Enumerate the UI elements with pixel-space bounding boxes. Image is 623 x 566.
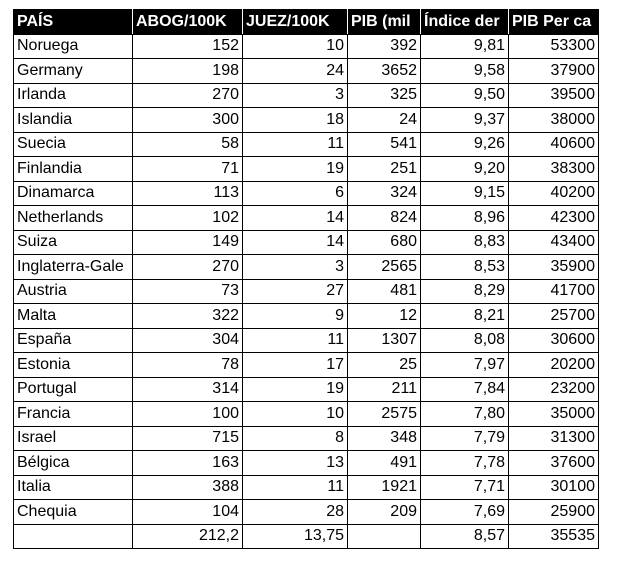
- cell-pib-mil[interactable]: 348: [348, 426, 421, 451]
- table-row: [14, 377, 599, 402]
- cell-pib-per-capita[interactable]: 43400: [509, 230, 599, 255]
- cell-abog[interactable]: 304: [133, 328, 243, 353]
- cell-juez[interactable]: 11: [243, 475, 348, 500]
- cell-juez[interactable]: 24: [243, 59, 348, 84]
- cell-abog[interactable]: 300: [133, 108, 243, 133]
- cell-pib-per-capita[interactable]: 37600: [509, 451, 599, 476]
- cell-indice[interactable]: 8,29: [421, 279, 509, 304]
- cell-pib-per-capita[interactable]: 35900: [509, 255, 599, 280]
- cell-indice[interactable]: 9,20: [421, 157, 509, 182]
- table-row: [14, 475, 599, 500]
- cell-abog[interactable]: 314: [133, 377, 243, 402]
- cell-juez[interactable]: 11: [243, 328, 348, 353]
- cell-indice[interactable]: 7,71: [421, 475, 509, 500]
- cell-juez[interactable]: 14: [243, 206, 348, 231]
- cell-abog[interactable]: 152: [133, 34, 243, 59]
- cell-pib-per-capita[interactable]: 37900: [509, 59, 599, 84]
- table-row: [14, 181, 599, 206]
- cell-abog[interactable]: 198: [133, 59, 243, 84]
- cell-indice[interactable]: 9,15: [421, 181, 509, 206]
- cell-juez[interactable]: 10: [243, 402, 348, 427]
- data-table: [13, 9, 599, 549]
- cell-pib-mil[interactable]: 680: [348, 230, 421, 255]
- cell-juez[interactable]: 18: [243, 108, 348, 133]
- cell-indice[interactable]: 8,08: [421, 328, 509, 353]
- cell-pib-mil[interactable]: 209: [348, 500, 421, 525]
- cell-abog[interactable]: 78: [133, 353, 243, 378]
- cell-pib-mil[interactable]: 251: [348, 157, 421, 182]
- table-row: [14, 426, 599, 451]
- cell-pais[interactable]: Islandia: [14, 108, 133, 133]
- cell-pib-mil[interactable]: 24: [348, 108, 421, 133]
- cell-abog[interactable]: 149: [133, 230, 243, 255]
- cell-pais[interactable]: Irlanda: [14, 83, 133, 108]
- table-body: [14, 34, 599, 549]
- cell-pib-mil[interactable]: 324: [348, 181, 421, 206]
- cell-abog[interactable]: 102: [133, 206, 243, 231]
- table-row: [14, 34, 599, 59]
- table-row: [14, 157, 599, 182]
- cell-indice[interactable]: 9,81: [421, 34, 509, 59]
- cell-juez[interactable]: 13,75: [243, 524, 348, 549]
- cell-abog[interactable]: 104: [133, 500, 243, 525]
- cell-pib-per-capita[interactable]: 42300: [509, 206, 599, 231]
- cell-pib-per-capita[interactable]: 23200: [509, 377, 599, 402]
- cell-pais[interactable]: Italia: [14, 475, 133, 500]
- table-row: [14, 230, 599, 255]
- cell-indice[interactable]: 7,79: [421, 426, 509, 451]
- cell-pib-mil[interactable]: 1921: [348, 475, 421, 500]
- table-row: [14, 279, 599, 304]
- cell-pais[interactable]: Dinamarca: [14, 181, 133, 206]
- cell-juez[interactable]: 13: [243, 451, 348, 476]
- cell-abog[interactable]: 270: [133, 83, 243, 108]
- cell-abog[interactable]: 715: [133, 426, 243, 451]
- cell-indice[interactable]: 7,84: [421, 377, 509, 402]
- table-row: [14, 402, 599, 427]
- cell-juez[interactable]: 14: [243, 230, 348, 255]
- cell-indice[interactable]: 8,53: [421, 255, 509, 280]
- cell-pib-mil[interactable]: 325: [348, 83, 421, 108]
- cell-pais[interactable]: Austria: [14, 279, 133, 304]
- header-row: [14, 10, 599, 35]
- cell-pais[interactable]: Suecia: [14, 132, 133, 157]
- cell-pib-per-capita[interactable]: 35000: [509, 402, 599, 427]
- cell-pais[interactable]: Francia: [14, 402, 133, 427]
- cell-juez[interactable]: 27: [243, 279, 348, 304]
- column-header-juez[interactable]: JUEZ/100K: [243, 10, 348, 35]
- cell-pib-per-capita[interactable]: 39500: [509, 83, 599, 108]
- table-row: [14, 108, 599, 133]
- cell-pib-per-capita[interactable]: 41700: [509, 279, 599, 304]
- cell-pib-per-capita[interactable]: 40200: [509, 181, 599, 206]
- cell-pib-mil[interactable]: 2565: [348, 255, 421, 280]
- cell-pib-mil[interactable]: 392: [348, 34, 421, 59]
- column-header-pais[interactable]: PAÍS: [14, 10, 133, 35]
- cell-juez[interactable]: 3: [243, 255, 348, 280]
- cell-indice[interactable]: 9,26: [421, 132, 509, 157]
- table-row: [14, 304, 599, 329]
- cell-pib-mil[interactable]: 491: [348, 451, 421, 476]
- table-row: [14, 83, 599, 108]
- table-row: [14, 132, 599, 157]
- cell-juez[interactable]: 3: [243, 83, 348, 108]
- cell-juez[interactable]: 6: [243, 181, 348, 206]
- cell-pib-mil[interactable]: 12: [348, 304, 421, 329]
- cell-juez[interactable]: 10: [243, 34, 348, 59]
- cell-pais[interactable]: Germany: [14, 59, 133, 84]
- cell-pib-per-capita[interactable]: 38300: [509, 157, 599, 182]
- cell-indice[interactable]: 7,78: [421, 451, 509, 476]
- cell-abog[interactable]: 100: [133, 402, 243, 427]
- cell-pais[interactable]: Inglaterra-Gale: [14, 255, 133, 280]
- cell-indice[interactable]: 9,58: [421, 59, 509, 84]
- table-row: [14, 500, 599, 525]
- column-header-indice[interactable]: Índice der: [421, 10, 509, 35]
- cell-abog[interactable]: 322: [133, 304, 243, 329]
- cell-abog[interactable]: 73: [133, 279, 243, 304]
- cell-pais[interactable]: Israel: [14, 426, 133, 451]
- cell-pib-per-capita[interactable]: 30100: [509, 475, 599, 500]
- cell-abog[interactable]: 388: [133, 475, 243, 500]
- cell-juez[interactable]: 19: [243, 377, 348, 402]
- cell-pais[interactable]: Malta: [14, 304, 133, 329]
- cell-pib-per-capita[interactable]: 38000: [509, 108, 599, 133]
- cell-pib-mil[interactable]: [348, 524, 421, 549]
- cell-pib-per-capita[interactable]: 53300: [509, 34, 599, 59]
- cell-juez[interactable]: 11: [243, 132, 348, 157]
- table-row: [14, 59, 599, 84]
- cell-indice[interactable]: 8,83: [421, 230, 509, 255]
- table-row: [14, 353, 599, 378]
- table-row: [14, 451, 599, 476]
- cell-pais[interactable]: Bélgica: [14, 451, 133, 476]
- cell-pais[interactable]: Suiza: [14, 230, 133, 255]
- cell-indice[interactable]: 7,97: [421, 353, 509, 378]
- cell-juez[interactable]: 8: [243, 426, 348, 451]
- cell-pib-mil[interactable]: 3652: [348, 59, 421, 84]
- table-row: [14, 255, 599, 280]
- cell-juez[interactable]: 28: [243, 500, 348, 525]
- spreadsheet-sheet: [13, 9, 599, 549]
- cell-abog[interactable]: 270: [133, 255, 243, 280]
- cell-juez[interactable]: 17: [243, 353, 348, 378]
- column-header-pib-mil[interactable]: PIB (mil: [348, 10, 421, 35]
- cell-pais[interactable]: Chequia: [14, 500, 133, 525]
- cell-juez[interactable]: 9: [243, 304, 348, 329]
- cell-abog[interactable]: 71: [133, 157, 243, 182]
- column-header-abog[interactable]: ABOG/100K: [133, 10, 243, 35]
- cell-pib-per-capita[interactable]: 30600: [509, 328, 599, 353]
- cell-indice[interactable]: 8,96: [421, 206, 509, 231]
- cell-pib-mil[interactable]: 211: [348, 377, 421, 402]
- summary-row: [14, 524, 599, 549]
- cell-abog[interactable]: 58: [133, 132, 243, 157]
- cell-juez[interactable]: 19: [243, 157, 348, 182]
- cell-pais[interactable]: Finlandia: [14, 157, 133, 182]
- cell-pib-per-capita[interactable]: 40600: [509, 132, 599, 157]
- cell-pais[interactable]: Estonia: [14, 353, 133, 378]
- table-row: [14, 206, 599, 231]
- cell-abog[interactable]: 163: [133, 451, 243, 476]
- cell-pib-per-capita[interactable]: 25900: [509, 500, 599, 525]
- cell-indice[interactable]: 9,50: [421, 83, 509, 108]
- cell-pais[interactable]: Portugal: [14, 377, 133, 402]
- column-header-pib-per-capita[interactable]: PIB Per ca: [509, 10, 599, 35]
- cell-indice[interactable]: 8,57: [421, 524, 509, 549]
- cell-pais[interactable]: España: [14, 328, 133, 353]
- cell-indice[interactable]: 8,21: [421, 304, 509, 329]
- cell-pib-per-capita[interactable]: 35535: [509, 524, 599, 549]
- cell-pais[interactable]: Noruega: [14, 34, 133, 59]
- cell-abog[interactable]: 113: [133, 181, 243, 206]
- cell-pib-per-capita[interactable]: 25700: [509, 304, 599, 329]
- cell-indice[interactable]: 9,37: [421, 108, 509, 133]
- cell-pais[interactable]: [14, 524, 133, 549]
- cell-abog[interactable]: 212,2: [133, 524, 243, 549]
- cell-pib-per-capita[interactable]: 31300: [509, 426, 599, 451]
- cell-pib-mil[interactable]: 824: [348, 206, 421, 231]
- cell-indice[interactable]: 7,69: [421, 500, 509, 525]
- cell-pib-mil[interactable]: 481: [348, 279, 421, 304]
- cell-indice[interactable]: 7,80: [421, 402, 509, 427]
- cell-pib-mil[interactable]: 1307: [348, 328, 421, 353]
- cell-pib-mil[interactable]: 541: [348, 132, 421, 157]
- table-row: [14, 328, 599, 353]
- cell-pib-mil[interactable]: 25: [348, 353, 421, 378]
- cell-pib-per-capita[interactable]: 20200: [509, 353, 599, 378]
- cell-pais[interactable]: Netherlands: [14, 206, 133, 231]
- cell-pib-mil[interactable]: 2575: [348, 402, 421, 427]
